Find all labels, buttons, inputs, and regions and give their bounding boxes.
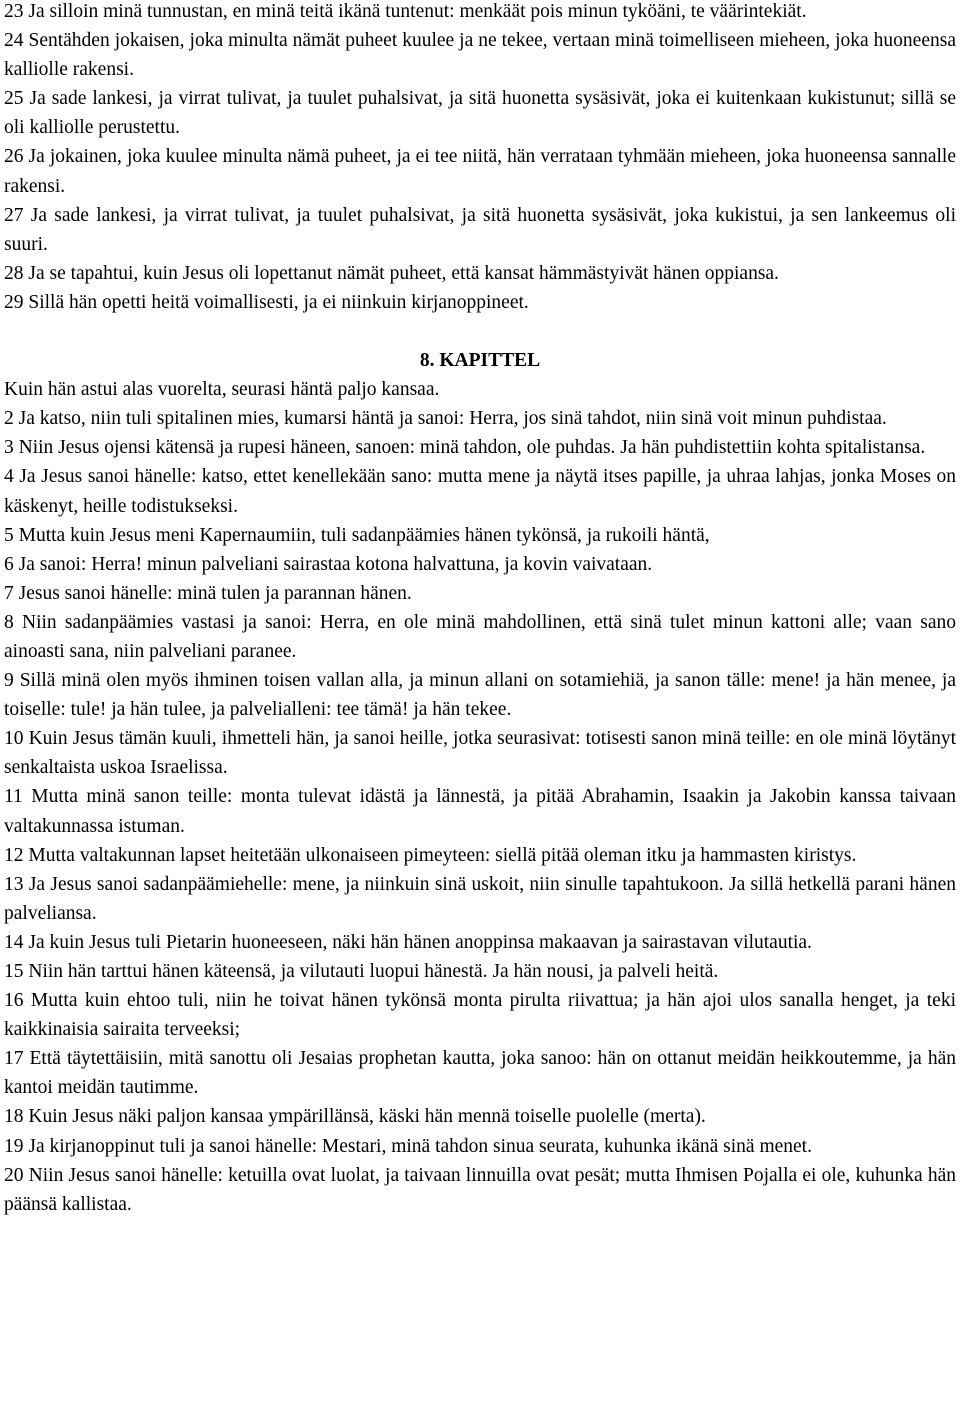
verse-14: 14 Ja kuin Jesus tuli Pietarin huoneeseen, näki hän hänen anoppinsa makaavan ja sairastavan vilutautia. <box>4 931 812 953</box>
verse-19: 19 Ja kirjanoppinut tuli ja sanoi hänelle: Mestari, minä tahdon sinua seurata, kuhunka ikänä sinä menet. <box>4 1135 812 1157</box>
verse-25: 25 Ja sade lankesi, ja virrat tulivat, ja tuulet puhalsivat, ja sitä huonetta sysäsivät, joka ei kuitenkaan kukistunut; sillä se oli kalliolle perustettu. <box>4 88 956 139</box>
verse-18: 18 Kuin Jesus näki paljon kansaa ympärillänsä, käski hän mennä toiselle puolelle (merta). <box>4 1106 706 1128</box>
verse-3: 3 Niin Jesus ojensi kätensä ja rupesi häneen, sanoen: minä tahdon, ole puhdas. Ja hän puhdistettiin kohta spitalistansa. <box>4 437 926 459</box>
chapter-first-verse: Kuin hän astui alas vuorelta, seurasi häntä paljo kansaa. <box>4 379 440 401</box>
verse-4: 4 Ja Jesus sanoi hänelle: katso, ettet kenellekään sano: mutta mene ja näytä itses papille, ja uhraa lahjas, jonka Moses on käskenyt, heille todistukseksi. <box>4 466 956 517</box>
verse-10: 10 Kuin Jesus tämän kuuli, ihmetteli hän, ja sanoi heille, jotka seurasivat: totisesti sanon minä teille: en ole minä löytänyt senkaltaista uskoa Israelissa. <box>4 728 956 779</box>
verse-17: 17 Että täytettäisiin, mitä sanottu oli Jesaias prophetan kautta, joka sanoo: hän on ottanut meidän heikkoutemme, ja hän kantoi meidän tautimme. <box>4 1048 956 1099</box>
verse-5: 5 Mutta kuin Jesus meni Kapernaumiin, tuli sadanpäämies hänen tykönsä, ja rukoili häntä, <box>4 524 710 546</box>
verse-11: 11 Mutta minä sanon teille: monta tulevat idästä ja lännestä, ja pitää Abrahamin, Isaakin ja Jakobin kanssa taivaan valtakunnassa istuman. <box>4 786 956 837</box>
verse-7: 7 Jesus sanoi hänelle: minä tulen ja parannan hänen. <box>4 582 412 604</box>
verse-29: 29 Sillä hän opetti heitä voimallisesti, ja ei niinkuin kirjanoppineet. <box>4 291 529 313</box>
verse-23: 23 Ja silloin minä tunnustan, en minä teitä ikänä tuntenut: menkäät pois minun tyköäni, te väärintekiät. <box>4 1 807 22</box>
verse-9: 9 Sillä minä olen myös ihminen toisen vallan alla, ja minun allani on sotamiehiä, ja sanon tälle: mene! ja hän menee, ja toiselle: tule! ja hän tulee, ja palvelialleni: tee tämä! ja hän tekee. <box>4 670 956 721</box>
verse-13: 13 Ja Jesus sanoi sadanpäämiehelle: mene, ja niinkuin sinä uskoit, niin sinulle tapahtukoon. Ja sillä hetkellä parani hänen palveliansa. <box>4 873 956 924</box>
verse-16: 16 Mutta kuin ehtoo tuli, niin he toivat hänen tykönsä monta pirulta riivattua; ja hän ajoi ulos sanalla henget, ja teki kaikkinaisia sairaita terveeksi; <box>4 990 956 1041</box>
verse-27: 27 Ja sade lankesi, ja virrat tulivat, ja tuulet puhalsivat, ja sitä huonetta sysäsivät, joka kukistui, ja sen lankeemus oli suuri. <box>4 204 956 255</box>
verse-20: 20 Niin Jesus sanoi hänelle: ketuilla ovat luolat, ja taivaan linnuilla ovat pesät; mutta Ihmisen Pojalla ei ole, kuhunka hän päänsä kallistaa. <box>4 1164 956 1215</box>
verse-15: 15 Niin hän tarttui hänen käteensä, ja vilutauti luopui hänestä. Ja hän nousi, ja palveli heitä. <box>4 961 719 982</box>
verse-28: 28 Ja se tapahtui, kuin Jesus oli lopettanut nämät puheet, että kansat hämmästyivät hänen oppiansa. <box>4 262 779 284</box>
chapter-heading: 8. KAPITTEL <box>419 350 541 372</box>
verse-24: 24 Sentähden jokaisen, joka minulta nämät puheet kuulee ja ne tekee, vertaan minä toimelliseen mieheen, joka huoneensa kalliolle rakensi. <box>4 30 956 81</box>
verse-8: 8 Niin sadanpäämies vastasi ja sanoi: Herra, en ole minä mahdollinen, että sinä tulet minun kattoni alle; vaan sano ainoasti sana, niin palveliani paranee. <box>4 611 956 662</box>
verse-2: 2 Ja katso, niin tuli spitalinen mies, kumarsi häntä ja sanoi: Herra, jos sinä tahdot, niin sinä voit minun puhdistaa. <box>4 408 887 430</box>
verse-12: 12 Mutta valtakunnan lapset heitetään ulkonaiseen pimeyteen: siellä pitää oleman itku ja hammasten kiristys. <box>4 844 857 866</box>
verse-26: 26 Ja jokainen, joka kuulee minulta nämä puheet, ja ei tee niitä, hän verrataan tyhmään mieheen, joka huoneensa sannalle rakensi. <box>4 146 956 197</box>
verse-6: 6 Ja sanoi: Herra! minun palveliani sairastaa kotona halvattuna, ja kovin vaivataan. <box>4 553 653 575</box>
